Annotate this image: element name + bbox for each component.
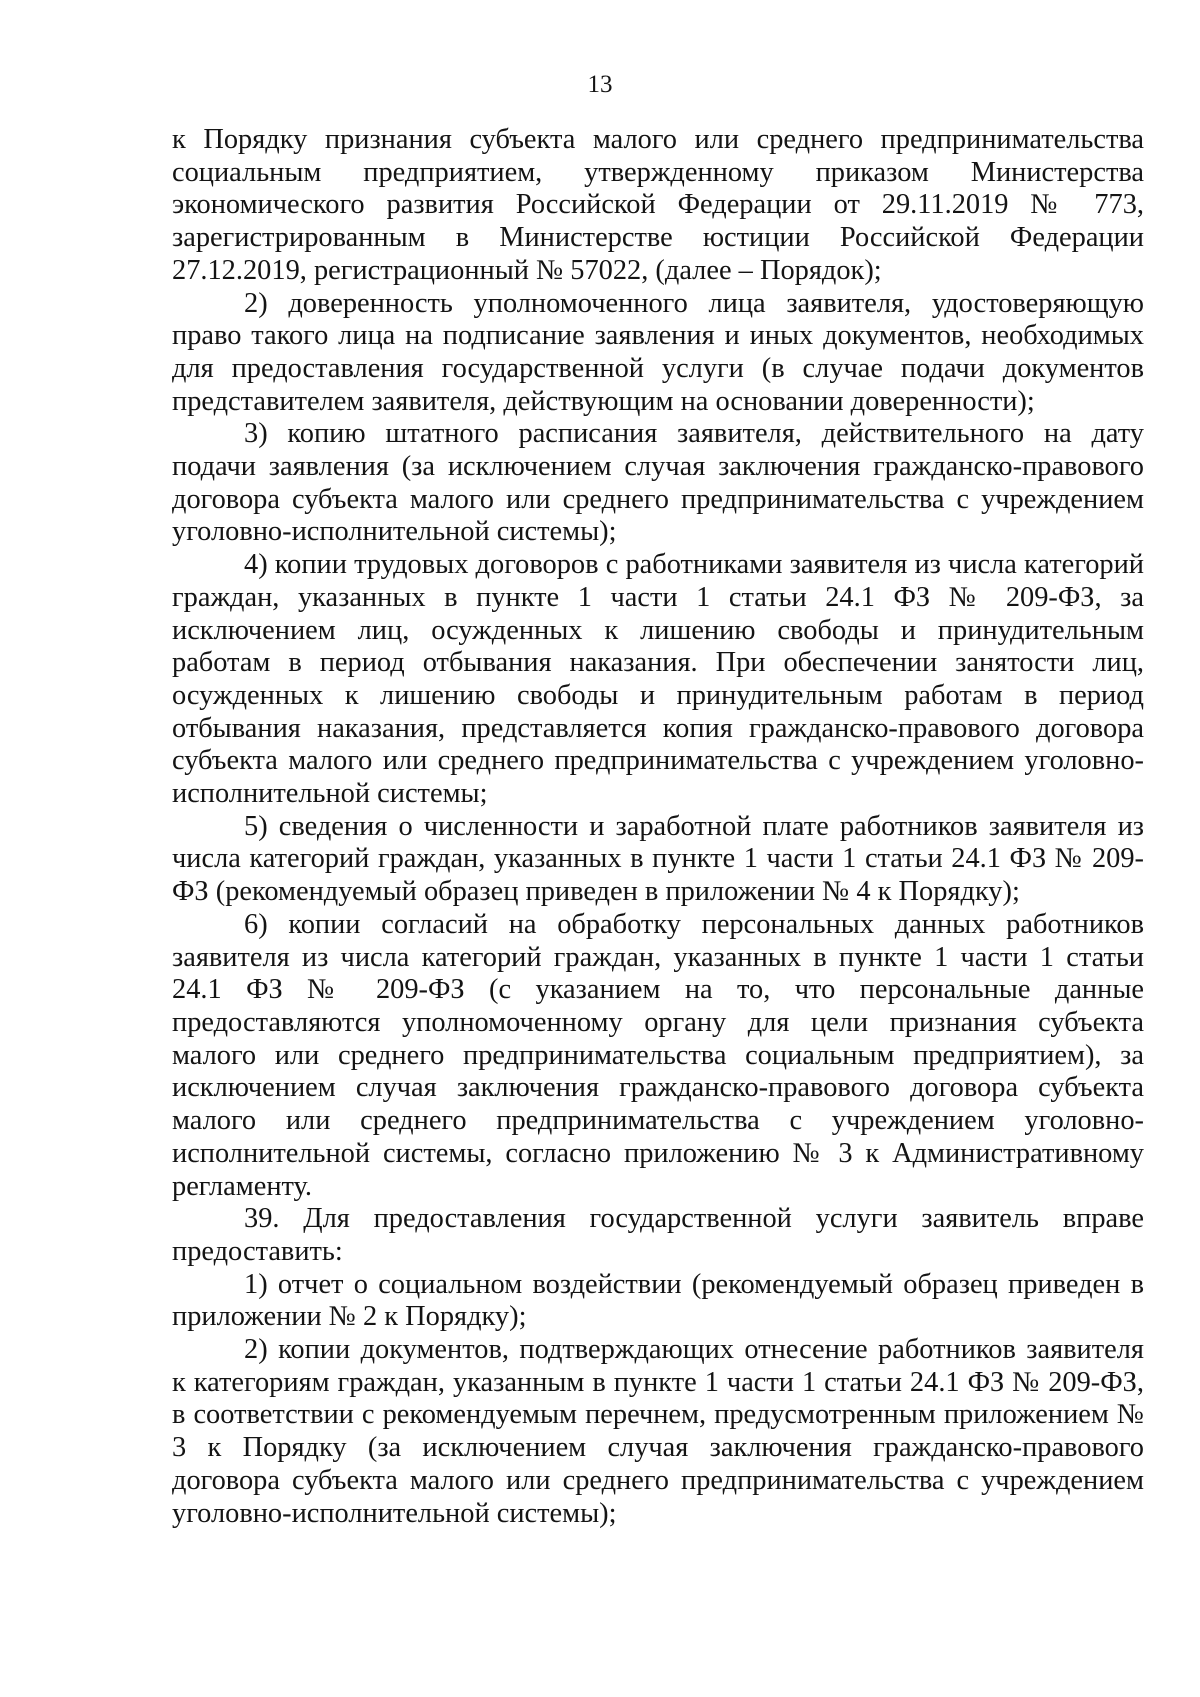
page-number: 13 bbox=[587, 71, 613, 98]
document-body bbox=[172, 124, 1144, 1530]
paragraph-39-item-2-category-documents: 2) копии документов, подтверждающих отнесение работников заявителя к категориям граждан, указанным в пункте 1 части 1 статьи 24.1 ФЗ № 209-ФЗ, в соответствии с рекомендуемым перечнем, предусмотренным приложением № 3 к Порядку (за исключением случая заключения гражданско-правового договора субъекта малого или среднего предпринимательства с учреждением уголовно-исполнительной системы); bbox=[172, 1334, 1144, 1529]
paragraph-item-5-headcount-salary: 5) сведения о численности и заработной плате работников заявителя из числа категорий граждан, указанных в пункте 1 части 1 статьи 24.1 ФЗ № 209-ФЗ (рекомендуемый образец приведен в приложении № 4 к Порядку); bbox=[172, 810, 1144, 908]
paragraph-39-item-1-social-impact-report: 1) отчет о социальном воздействии (рекомендуемый образец приведен в приложении № 2 к Порядку); bbox=[172, 1268, 1144, 1333]
paragraph-item-4-labor-contracts: 4) копии трудовых договоров с работниками заявителя из числа категорий граждан, указанных в пункте 1 части 1 статьи 24.1 ФЗ № 209-ФЗ, за исключением лиц, осужденных к лишению свободы и принудительным работам в период отбывания наказания. При обеспечении занятости лиц, осужденных к лишению свободы и принудительным работам в период отбывания наказания, представляется копия гражданско-правового договора субъекта малого или среднего предпринимательства с учреждением уголовно-исполнительной системы; bbox=[172, 549, 1144, 810]
paragraph-item-6-personal-data-consents: 6) копии согласий на обработку персональных данных работников заявителя из числа категорий граждан, указанных в пункте 1 части 1 статьи 24.1 ФЗ № 209-ФЗ (с указанием на то, что персональные данные предоставляются уполномоченному органу для цели признания субъекта малого или среднего предпринимательства социальным предприятием), за исключением случая заключения гражданско-правового договора субъекта малого или среднего предпринимательства с учреждением уголовно-исполнительной системы, согласно приложению № 3 к Административному регламенту. bbox=[172, 908, 1144, 1202]
paragraph-item-2-power-of-attorney: 2) доверенность уполномоченного лица заявителя, удостоверяющую право такого лица на подписание заявления и иных документов, необходимых для предоставления государственной услуги (в случае подачи документов представителем заявителя, действующим на основании доверенности); bbox=[172, 287, 1144, 417]
paragraph-section-39: 39. Для предоставления государственной услуги заявитель вправе предоставить: bbox=[172, 1203, 1144, 1267]
paragraph-item-3-staff-schedule: 3) копию штатного расписания заявителя, действительного на дату подачи заявления (за исключением случая заключения гражданско-правового договора субъекта малого или среднего предпринимательства с учреждением уголовно-исполнительной системы); bbox=[172, 418, 1144, 548]
paragraph-procedure-reference: к Порядку признания субъекта малого или среднего предпринимательства социальным предприятием, утвержденному приказом Министерства экономического развития Российской Федерации от 29.11.2019 № 773, зарегистрированным в Министерстве юстиции Российской Федерации 27.12.2019, регистрационный № 57022, (далее – Порядок); bbox=[172, 124, 1144, 286]
